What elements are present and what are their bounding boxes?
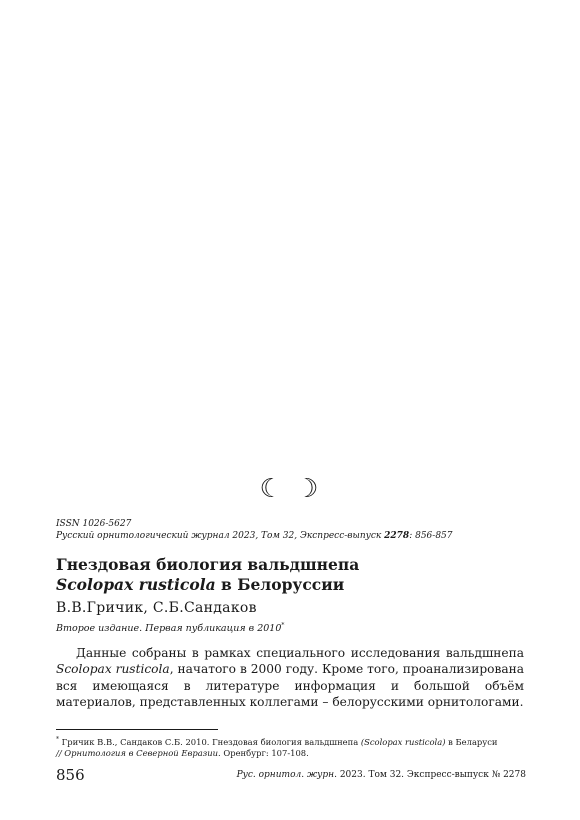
footnote-mark: * [56, 736, 59, 744]
footnote-text-b: в Беларуси [445, 737, 498, 747]
footnote-divider [56, 729, 218, 730]
issn-line: ISSN 1026-5627 [56, 519, 132, 529]
article-title-rest: в Белоруссии [215, 575, 345, 594]
abstract-part2: , начатого в 2000 году. Кроме того, проанализирована вся имеющаяся в литературе информация и большой объём материалов, представленных коллегами – белорусскими орнитологами. [56, 662, 524, 710]
abstract-species: Scolopax rusticola [56, 662, 170, 677]
footnote-journal: // Орнитология в Северной Евразии [56, 748, 219, 758]
running-footer-journal: Рус. орнитол. журн. [236, 770, 337, 780]
ornament-divider [0, 474, 580, 504]
journal-citation-prefix: Русский орнитологический журнал 2023, Том 32, Экспресс-выпуск [56, 531, 385, 541]
page-number: 856 [56, 766, 85, 784]
running-footer [237, 769, 526, 781]
article-title [56, 555, 359, 595]
article-authors: В.В.Гричик, С.Б.Сандаков [56, 600, 257, 616]
footnote-line1 [56, 737, 498, 748]
journal-issue-number: 2278 [384, 531, 410, 541]
abstract-paragraph [56, 645, 524, 711]
edition-note-text: Второе издание. Первая публикация в 2010 [56, 623, 282, 634]
running-footer-rest: 2023. Том 32. Экспресс-выпуск № 2278 [336, 770, 526, 780]
article-title-species: Scolopax rusticola [56, 575, 216, 594]
article-title-line1: Гнездовая биология вальдшнепа [56, 555, 360, 574]
article-title-line2 [56, 575, 359, 595]
footnote-line2 [56, 748, 309, 759]
journal-pages: : 856-857 [409, 531, 453, 541]
footnote-species: (Scolopax rusticola) [360, 737, 446, 747]
ornament-glyph: ☾ ☽ [259, 474, 321, 504]
footnote-marker: * [281, 621, 285, 629]
footnote-text-a: Гричик В.В., Сандаков С.Б. 2010. Гнездовая биология вальдшнепа [59, 737, 361, 747]
journal-citation [56, 530, 453, 542]
abstract-part1: Данные собраны в рамках специального исследования вальдшнепа [76, 646, 524, 660]
edition-note [56, 623, 284, 635]
footnote-source: . Оренбург: 107-108. [218, 748, 309, 758]
